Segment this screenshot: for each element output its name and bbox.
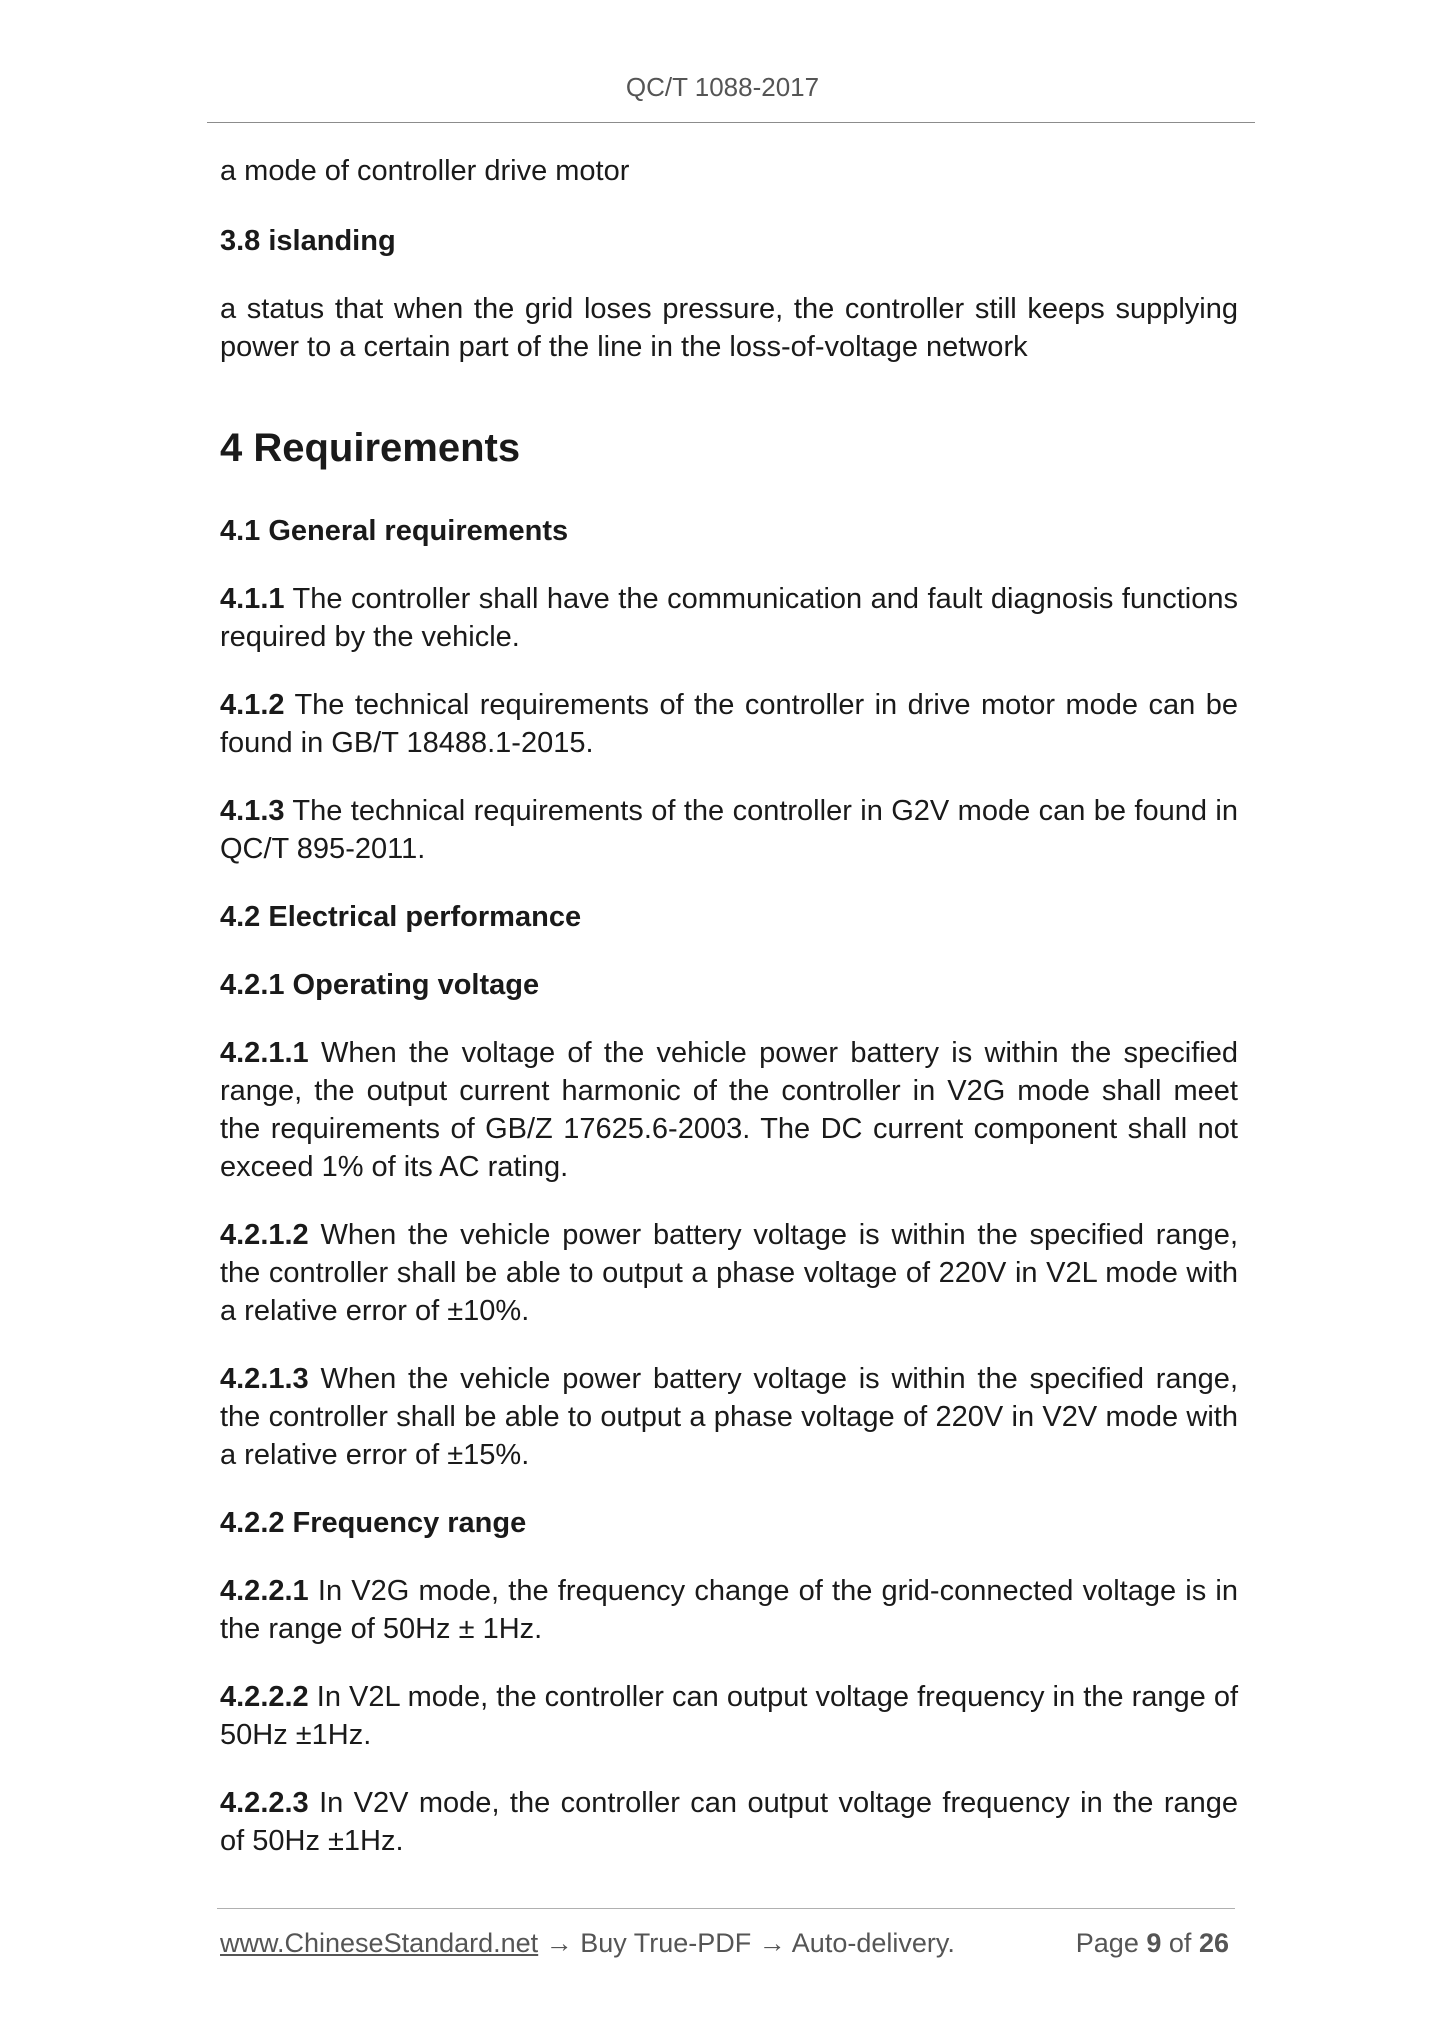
- clause-number: 4.2.2.3: [220, 1787, 309, 1819]
- heading-4-2-1: 4.2.1 Operating voltage: [220, 969, 540, 1001]
- clause-text: The technical requirements of the controller in G2V mode can be found in QC/T 895-2011.: [220, 795, 1238, 865]
- heading-4-requirements: 4 Requirements: [220, 426, 521, 470]
- clause-4-2-1-3: [220, 1360, 1238, 1474]
- clause-text: In V2G mode, the frequency change of the grid-connected voltage is in the range of 50Hz ± 1Hz.: [220, 1575, 1239, 1645]
- clause-4-1-2: [220, 686, 1238, 762]
- clause-number: 4.1.3: [220, 795, 285, 827]
- footer-divider: [217, 1908, 1235, 1909]
- footer-promo: [220, 1928, 955, 1959]
- clause-text: In V2L mode, the controller can output voltage frequency in the range of 50Hz ±1Hz.: [220, 1681, 1238, 1751]
- clause-4-2-1-1: [220, 1034, 1238, 1186]
- clause-text: In V2V mode, the controller can output voltage frequency in the range of 50Hz ±1Hz.: [220, 1787, 1238, 1857]
- header-divider: [207, 122, 1255, 123]
- clause-text: When the vehicle power battery voltage is within the specified range, the controller shall be able to output a phase voltage of 220V in V2L mode with a relative error of ±10%.: [220, 1219, 1238, 1327]
- clause-number: 4.1.2: [220, 689, 285, 721]
- document-body: [220, 152, 1238, 1890]
- clause-4-1-1: [220, 580, 1238, 656]
- clause-4-1-3: [220, 792, 1238, 868]
- clause-4-2-1-2: [220, 1216, 1238, 1330]
- heading-4-1: 4.1 General requirements: [220, 515, 569, 547]
- arrow-icon: →: [758, 1928, 786, 1958]
- paragraph-text: a mode of controller drive motor: [220, 155, 630, 187]
- paragraph-definition-3-8: [220, 290, 1238, 366]
- paragraph-text: a status that when the grid loses pressure, the controller still keeps supplying power to a certain part of the line in the loss-of-voltage network: [220, 293, 1238, 363]
- page-header-title: QC/T 1088-2017: [625, 72, 820, 102]
- clause-number: 4.2.2.1: [220, 1575, 309, 1607]
- clause-text: The controller shall have the communication and fault diagnosis functions required by the vehicle.: [220, 583, 1238, 653]
- clause-number: 4.2.2.2: [220, 1681, 309, 1713]
- clause-4-2-2-2: [220, 1678, 1238, 1754]
- arrow-icon: →: [545, 1928, 573, 1958]
- page-indicator: [1076, 1928, 1229, 1959]
- paragraph-definition-3-7: [220, 152, 1238, 190]
- current-page-number: 9: [1146, 1928, 1162, 1958]
- clause-number: 4.2.1.3: [220, 1363, 309, 1395]
- heading-4-2: 4.2 Electrical performance: [220, 901, 582, 933]
- clause-text: When the vehicle power battery voltage is within the specified range, the controller shall be able to output a phase voltage of 220V in V2V mode with a relative error of ±15%.: [220, 1363, 1238, 1471]
- clause-4-2-2-3: [220, 1784, 1238, 1860]
- clause-number: 4.2.1.2: [220, 1219, 309, 1251]
- clause-number: 4.2.1.1: [220, 1037, 309, 1069]
- heading-4-2-2: 4.2.2 Frequency range: [220, 1507, 527, 1539]
- buy-true-pdf-text: Buy True-PDF: [580, 1928, 752, 1958]
- total-pages-number: 26: [1198, 1928, 1229, 1958]
- clause-text: When the voltage of the vehicle power battery is within the specified range, the output current harmonic of the controller in V2G mode shall meet the requirements of GB/Z 17625.6-2003. The DC current component shall not exceed 1% of its AC rating.: [220, 1037, 1239, 1183]
- heading-3-8: 3.8 islanding: [220, 225, 396, 257]
- clause-number: 4.1.1: [220, 583, 285, 615]
- website-link[interactable]: www.ChineseStandard.net: [220, 1928, 539, 1958]
- auto-delivery-text: Auto-delivery.: [791, 1928, 955, 1958]
- of-label: of: [1168, 1928, 1192, 1958]
- clause-4-2-2-1: [220, 1572, 1238, 1648]
- page-label: Page: [1075, 1928, 1139, 1958]
- clause-text: The technical requirements of the controller in drive motor mode can be found in GB/T 18488.1-2015.: [220, 689, 1238, 759]
